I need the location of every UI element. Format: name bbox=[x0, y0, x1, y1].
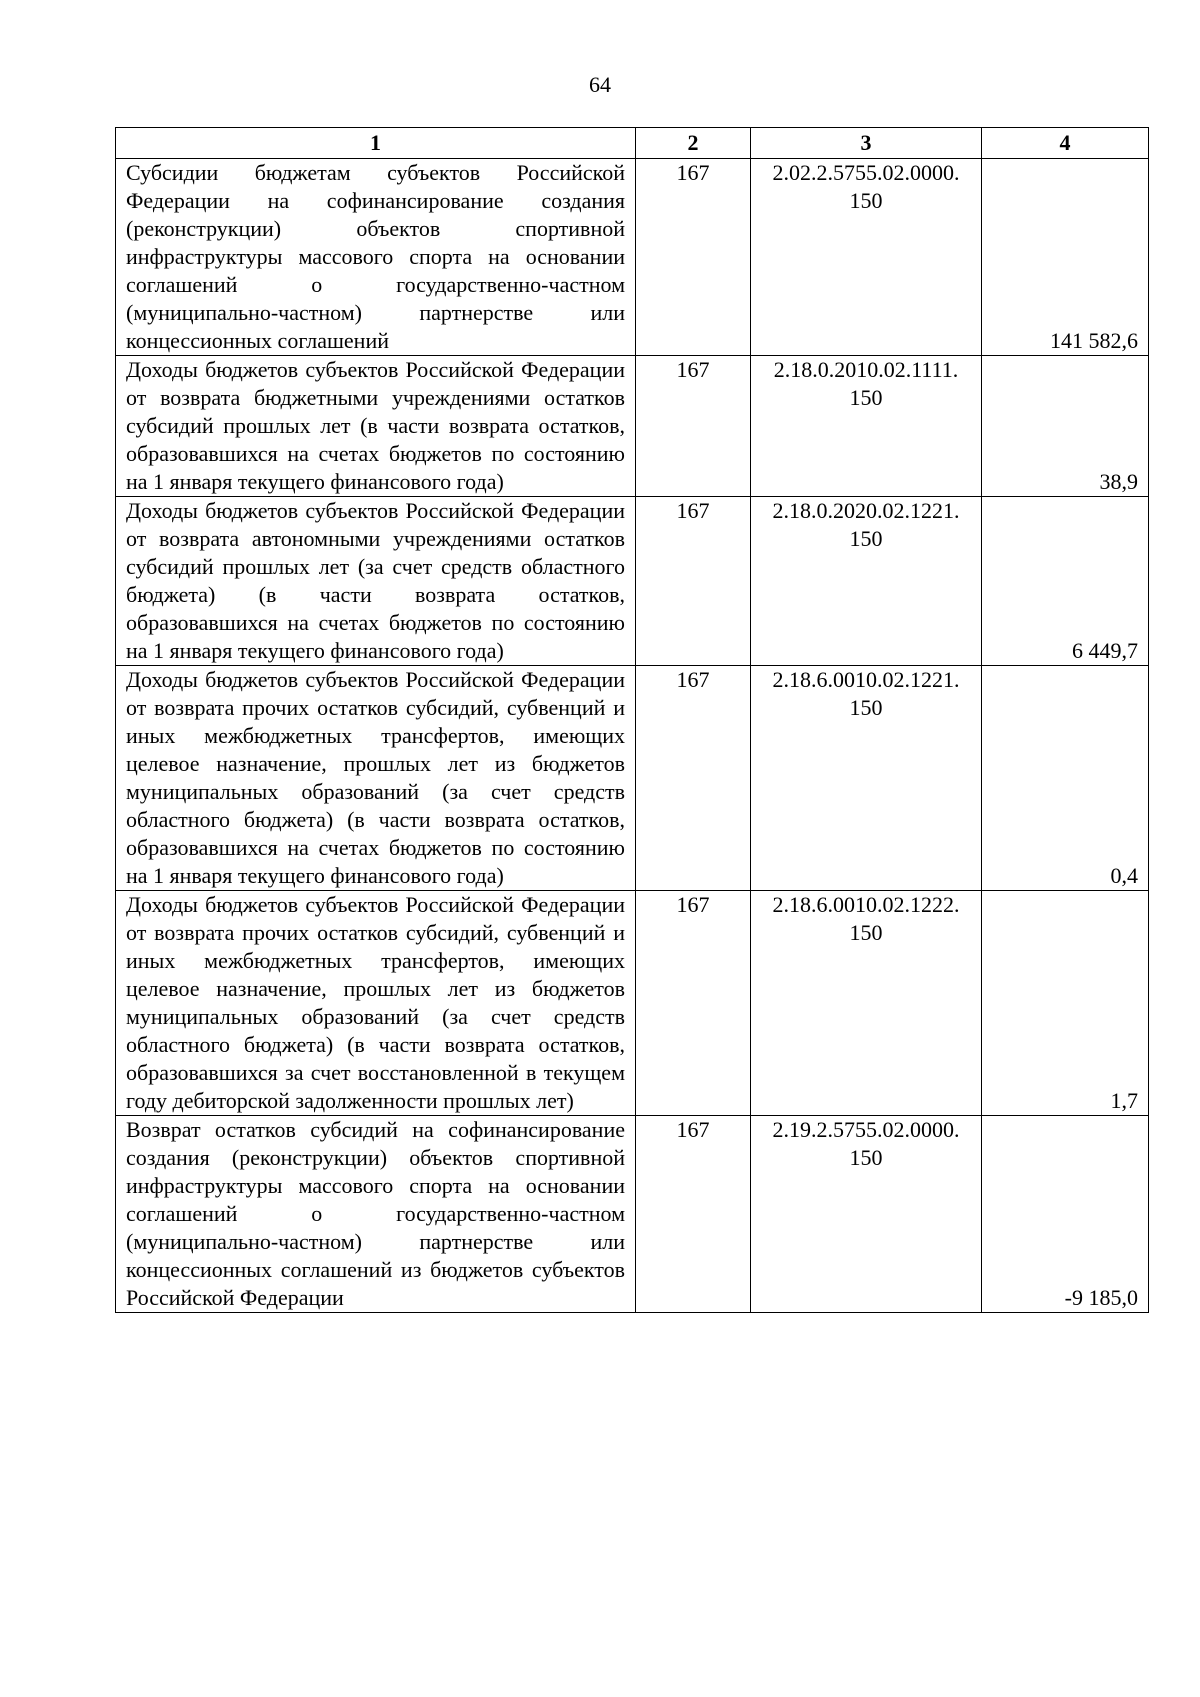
code-line-2: 150 bbox=[849, 1145, 883, 1170]
code-line-1: 2.19.2.5755.02.0000. bbox=[772, 1117, 960, 1142]
budget-revenue-table bbox=[115, 127, 1149, 1313]
column-header-2: 2 bbox=[636, 128, 751, 159]
code-line-2: 150 bbox=[849, 695, 883, 720]
admin-code-cell: 167 bbox=[636, 356, 751, 497]
table-row bbox=[116, 356, 1149, 497]
table-row bbox=[116, 159, 1149, 356]
budget-classification-code-cell bbox=[751, 497, 982, 666]
income-name-text: Доходы бюджетов субъектов Российской Федерации от возврата прочих остатков субсидий, субвенций и иных межбюджетных трансфертов, имеющих целевое назначение, прошлых лет из бюджетов муниципальных образований (за счет средств областного бюджета) (в части возврата остатков, образовавшихся на счетах бюджетов по состоянию на 1 января текущего финансового года) bbox=[126, 667, 625, 888]
amount-cell: 1,7 bbox=[982, 891, 1149, 1116]
income-name-cell bbox=[116, 1116, 636, 1313]
code-line-1: 2.02.2.5755.02.0000. bbox=[772, 160, 960, 185]
budget-classification-code-cell bbox=[751, 356, 982, 497]
table-row bbox=[116, 497, 1149, 666]
code-line-1: 2.18.6.0010.02.1222. bbox=[772, 892, 960, 917]
income-name-text: Субсидии бюджетам субъектов Российской Федерации на софинансирование создания (реконструкции) объектов спортивной инфраструктуры массового спорта на основании соглашений о государственно-частном (муниципально-частном) партнерстве или концессионных соглашений bbox=[126, 160, 625, 353]
budget-classification-code-cell bbox=[751, 891, 982, 1116]
code-line-2: 150 bbox=[849, 526, 883, 551]
amount-cell: -9 185,0 bbox=[982, 1116, 1149, 1313]
code-line-2: 150 bbox=[849, 188, 883, 213]
income-name-text: Возврат остатков субсидий на софинансирование создания (реконструкции) объектов спортивной инфраструктуры массового спорта на основании соглашений о государственно-частном (муниципально-частном) партнерстве или концессионных соглашений из бюджетов субъектов Российской Федерации bbox=[126, 1117, 625, 1310]
admin-code-cell: 167 bbox=[636, 159, 751, 356]
table-header-row bbox=[116, 128, 1149, 159]
code-line-1: 2.18.6.0010.02.1221. bbox=[772, 667, 960, 692]
column-header-3: 3 bbox=[751, 128, 982, 159]
code-line-1: 2.18.0.2010.02.1111. bbox=[773, 357, 959, 382]
income-name-cell bbox=[116, 666, 636, 891]
budget-classification-code-cell bbox=[751, 1116, 982, 1313]
code-line-2: 150 bbox=[849, 385, 883, 410]
income-name-cell bbox=[116, 159, 636, 356]
budget-classification-code-cell bbox=[751, 159, 982, 356]
admin-code-cell: 167 bbox=[636, 497, 751, 666]
table-row bbox=[116, 666, 1149, 891]
income-name-text: Доходы бюджетов субъектов Российской Федерации от возврата прочих остатков субсидий, субвенций и иных межбюджетных трансфертов, имеющих целевое назначение, прошлых лет из бюджетов муниципальных образований (за счет средств областного бюджета) (в части возврата остатков, образовавшихся за счет восстановленной в текущем году дебиторской задолженности прошлых лет) bbox=[126, 892, 625, 1113]
code-line-2: 150 bbox=[849, 920, 883, 945]
amount-cell: 141 582,6 bbox=[982, 159, 1149, 356]
amount-cell: 0,4 bbox=[982, 666, 1149, 891]
amount-cell: 38,9 bbox=[982, 356, 1149, 497]
admin-code-cell: 167 bbox=[636, 891, 751, 1116]
admin-code-cell: 167 bbox=[636, 1116, 751, 1313]
page-number: 64 bbox=[589, 72, 611, 97]
admin-code-cell: 167 bbox=[636, 666, 751, 891]
income-name-text: Доходы бюджетов субъектов Российской Федерации от возврата автономными учреждениями остатков субсидий прошлых лет (за счет средств областного бюджета) (в части возврата остатков, образовавшихся на счетах бюджетов по состоянию на 1 января текущего финансового года) bbox=[126, 498, 625, 663]
income-name-cell bbox=[116, 891, 636, 1116]
income-name-cell bbox=[116, 497, 636, 666]
income-name-cell bbox=[116, 356, 636, 497]
column-header-1: 1 bbox=[116, 128, 636, 159]
column-header-4: 4 bbox=[982, 128, 1149, 159]
budget-classification-code-cell bbox=[751, 666, 982, 891]
income-name-text: Доходы бюджетов субъектов Российской Федерации от возврата бюджетными учреждениями остатков субсидий прошлых лет (в части возврата остатков, образовавшихся на счетах бюджетов по состоянию на 1 января текущего финансового года) bbox=[126, 357, 625, 494]
table-row bbox=[116, 891, 1149, 1116]
code-line-1: 2.18.0.2020.02.1221. bbox=[772, 498, 960, 523]
table-row bbox=[116, 1116, 1149, 1313]
amount-cell: 6 449,7 bbox=[982, 497, 1149, 666]
